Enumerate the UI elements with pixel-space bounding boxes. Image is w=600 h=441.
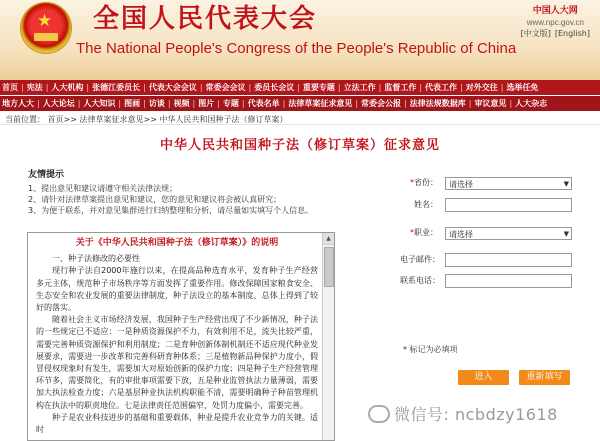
npc-logo[interactable]: 中国人大网 [532,6,578,16]
nav-separator: | [337,83,341,92]
nav-item[interactable]: 访谈 [148,99,165,108]
language-switch [519,28,592,39]
nav-item[interactable]: 人大论坛 [42,99,75,108]
nav-item[interactable]: 图画 [124,99,141,108]
site-title-en: The National People's Congress of the People's Republic of China [76,40,517,57]
nav-item[interactable]: 人大知识 [83,99,116,108]
name-label: 姓名： [414,200,438,209]
chevron-down-icon: ▼ [563,180,569,188]
reset-button[interactable]: 重新填写 [519,370,570,385]
scroll-thumb[interactable] [324,247,334,287]
nav-separator: | [282,99,286,108]
required-mark: * [410,228,414,237]
nav-separator: | [468,99,472,108]
npc-logo-block [519,6,592,39]
tip-item: 3、为便于联系，并对意见集群进行归纳整理和分析，请尽量如实填写个人信息。 [28,206,314,215]
wechat-watermark: 微信号: ncbdzy1618 [368,402,558,425]
phone-input[interactable] [445,274,572,288]
nav-item[interactable]: 监督工作 [384,83,417,92]
divider [0,124,600,125]
nav-separator: | [21,83,24,92]
nav-separator: | [192,99,196,108]
nav-item[interactable]: 宪法 [26,83,43,92]
nav-item[interactable]: 地方人大 [2,99,34,108]
nav-item[interactable]: 人大杂志 [515,99,548,108]
tip-item: 2、请针对法律草案提出意见和建议，您的意见和建议将会被认真研究； [28,195,282,204]
document-title: 关于《中华人民共和国种子法（修订草案）》的说明 [75,238,279,248]
province-select[interactable]: 请选择 ▼ [445,177,572,190]
nav-separator: | [460,83,463,92]
nav-separator: | [404,99,407,108]
submit-button[interactable]: 进入 [458,370,509,385]
nav-item[interactable]: 常委会公报 [361,99,402,108]
nav-separator: | [167,99,171,108]
site-title-cn: 全国人民代表大会 [93,4,318,34]
document-scroll-box[interactable] [27,232,335,441]
email-label: 电子邮件： [400,255,440,264]
nav-item[interactable]: 法律法规数据库 [409,99,466,108]
nav-item[interactable]: 法律草案征求意见 [288,99,353,108]
required-mark: * [410,178,414,187]
email-input[interactable] [445,253,572,267]
nav-separator: | [500,83,504,92]
nav-separator: | [355,99,359,108]
nav-separator: | [86,83,90,92]
page-title: 中华人民共和国种子法（修订草案）征求意见 [159,138,440,153]
document-paragraph: 随着社会主义市场经济发展，我国种子生产经营出现了不少新情况，种子法的一些规定已不适应：一是种质资源保护不力，有效利用不足，流失比较严重，需要完善种质资源保护和利用制度；二是育种创新体制机制还不适应现代种业发展要求，需要进一步改革和完善科研育种体系；三是植物新品种保护力度小，假冒侵权现象时有发生，需要加大对原始创新的保护力度；四是种子生产经营管理环节多，需要简化，有的审批事项需要下放，五是种业监管执法力量薄弱，需要加大执法检查力度；六是基层种业执法机构职能不清，需要明确种子种苗管理机构在执法中的职责地位。七是法律责任范围偏窄，处罚力度偏小，需要完善。 [36,315,318,410]
national-emblem-icon: ★ [20,2,72,54]
document-section-heading: 一、种子法修改的必要性 [52,254,140,264]
nav-separator: | [217,99,220,108]
job-label: *职业： [410,228,438,237]
nav-item[interactable]: 专题 [222,99,239,108]
nav-separator: | [248,83,252,92]
nav-item[interactable]: 对外交往 [465,83,498,92]
nav-separator: | [199,83,203,92]
nav-item[interactable]: 重要专题 [302,83,335,92]
lang-chinese-link[interactable]: [中文版] [520,29,551,38]
site-header [0,0,600,80]
nav-separator: | [378,83,382,92]
tips-list [28,183,313,216]
document-content [36,237,318,436]
secondary-nav [0,96,600,111]
nav-separator: | [143,99,146,108]
breadcrumb: 当前位置： 首页>> 法律草案征求意见>> 中华人民共和国种子法（修订草案） [5,115,288,124]
required-note: * 标记为必填项 [403,345,458,354]
wechat-icon [368,405,390,423]
province-label: *省份： [410,178,438,187]
nav-separator: | [143,83,146,92]
main-nav [0,80,600,95]
nav-item[interactable]: 代表工作 [425,83,458,92]
name-input[interactable] [445,198,572,212]
nav-separator: | [118,99,122,108]
nav-separator: | [241,99,245,108]
nav-item[interactable]: 视频 [173,99,190,108]
nav-item[interactable]: 首页 [2,83,18,92]
nav-separator: | [419,83,423,92]
nav-separator: | [509,99,513,108]
tip-item: 1、提出意见和建议请遵守相关法律法规； [28,184,178,193]
nav-item[interactable]: 人大机构 [51,83,84,92]
nav-item[interactable]: 委员长会议 [254,83,295,92]
phone-label: 联系电话： [400,276,440,285]
document-paragraph: 现行种子法自2000年施行以来，在提高品种选育水平，发育种子生产经营多元主体，规范种子市场秩序等方面发挥了重要作用。修改保障国家粮食安全、生态安全和农业发展的重要法律制度，种子法设立的基本制度，总体上得到了较好的落实。 [36,266,318,313]
nav-item[interactable]: 立法工作 [343,83,376,92]
chevron-down-icon: ▼ [563,230,569,238]
nav-item[interactable]: 图片 [198,99,215,108]
nav-item[interactable]: 张德江委员长 [92,83,141,92]
nav-item[interactable]: 代表大会会议 [148,83,197,92]
nav-separator: | [297,83,300,92]
document-scrollbar[interactable] [322,233,334,440]
nav-item[interactable]: 代表名单 [247,99,280,108]
tips-heading: 友情提示 [28,170,65,180]
nav-separator: | [77,99,81,108]
job-select[interactable]: 请选择 ▼ [445,227,572,240]
scroll-up-icon[interactable]: ▲ [323,233,334,245]
document-paragraph: 种子是农业科技进步的基础和重要载体，种业是提升农业竞争力的关键。适时 [36,412,318,435]
nav-item[interactable]: 选举任免 [506,83,539,92]
lang-english-link[interactable]: [English] [554,29,590,38]
nav-item[interactable]: 常委会会议 [205,83,246,92]
nav-separator: | [45,83,49,92]
site-url: www.npc.gov.cn [526,18,584,27]
nav-item[interactable]: 审议意见 [474,99,507,108]
nav-separator: | [37,99,40,108]
